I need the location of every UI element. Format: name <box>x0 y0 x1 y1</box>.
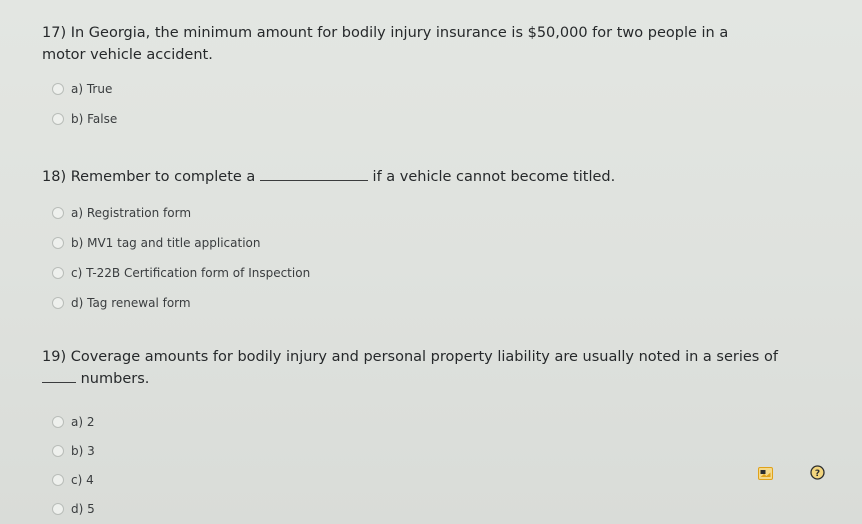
question-18 <box>42 166 782 188</box>
question-19-option-a[interactable] <box>52 415 94 429</box>
question-19-stem-start: 19) Coverage amounts for bodily injury and personal property liability are usually noted in a series of <box>42 349 778 365</box>
option-label: b) False <box>71 112 118 126</box>
question-18-option-c[interactable] <box>52 266 310 280</box>
option-label: a) 2 <box>71 415 95 429</box>
question-17 <box>42 22 762 66</box>
image-annotate-icon[interactable] <box>758 467 773 480</box>
question-18-option-a[interactable] <box>52 206 191 220</box>
option-label: d) 5 <box>71 502 95 516</box>
help-circle-icon[interactable] <box>810 465 825 480</box>
question-18-option-d[interactable] <box>52 296 191 310</box>
question-18-option-b[interactable] <box>52 236 260 250</box>
question-17-option-b[interactable] <box>52 112 117 126</box>
radio-button[interactable] <box>52 503 64 515</box>
answer-blank <box>42 368 76 383</box>
radio-button[interactable] <box>52 297 64 309</box>
question-18-stem-start: 18) Remember to complete a <box>42 169 256 185</box>
radio-button[interactable] <box>52 416 64 428</box>
option-label: c) T-22B Certification form of Inspection <box>71 266 311 280</box>
option-label: a) Registration form <box>71 206 192 220</box>
question-19 <box>42 346 802 390</box>
question-17-option-a[interactable] <box>52 82 112 96</box>
option-label: a) True <box>71 82 113 96</box>
option-label: d) Tag renewal form <box>71 296 191 310</box>
answer-blank <box>260 166 368 181</box>
option-label: c) 4 <box>71 473 94 487</box>
question-19-option-c[interactable] <box>52 473 94 487</box>
radio-button[interactable] <box>52 207 64 219</box>
question-17-stem: 17) In Georgia, the minimum amount for bodily injury insurance is $50,000 for two people in a motor vehicle accident. <box>42 25 729 63</box>
question-19-stem-end: numbers. <box>80 371 150 387</box>
svg-text:?: ? <box>814 469 821 479</box>
radio-button[interactable] <box>52 267 64 279</box>
radio-button[interactable] <box>52 474 64 486</box>
radio-button[interactable] <box>52 113 64 125</box>
question-19-option-b[interactable] <box>52 444 95 458</box>
radio-button[interactable] <box>52 83 64 95</box>
question-19-option-d[interactable] <box>52 502 95 516</box>
question-18-stem-end: if a vehicle cannot become titled. <box>372 169 616 185</box>
option-label: b) MV1 tag and title application <box>71 236 261 250</box>
option-label: b) 3 <box>71 444 95 458</box>
radio-button[interactable] <box>52 445 64 457</box>
radio-button[interactable] <box>52 237 64 249</box>
